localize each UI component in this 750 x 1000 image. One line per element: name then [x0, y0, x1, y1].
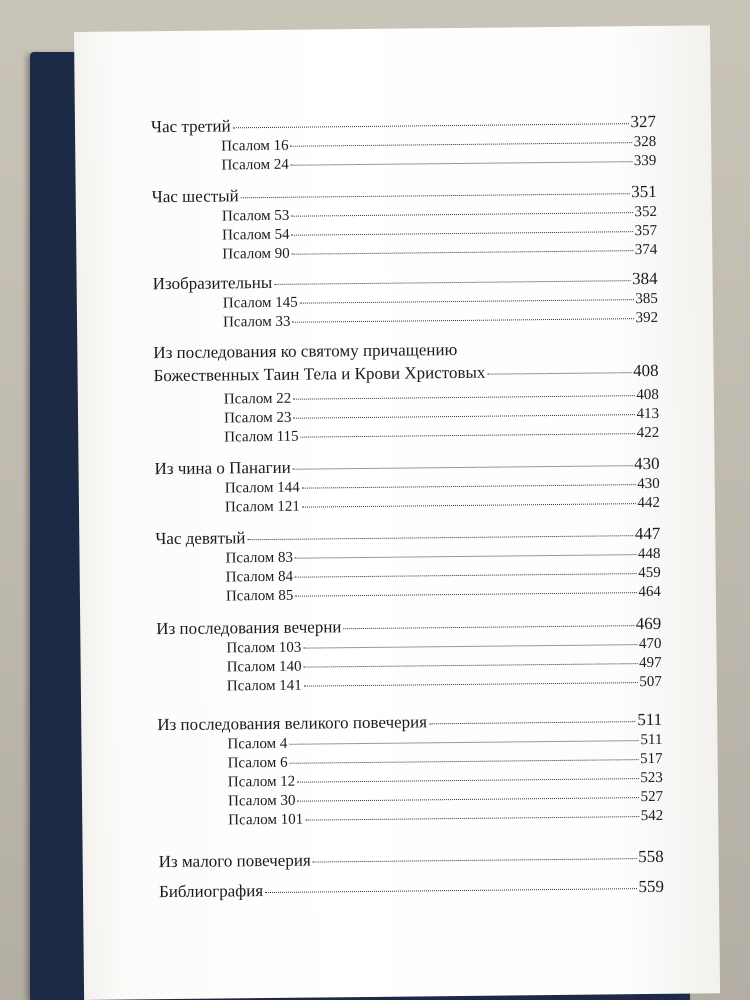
dot-leader	[291, 212, 632, 217]
toc-page-number: 507	[639, 673, 662, 691]
toc-entry-label: Псалом 30	[227, 792, 296, 810]
toc-entry-label: Час третий	[150, 116, 231, 137]
toc-subentry	[155, 495, 660, 517]
dot-leader	[305, 816, 639, 820]
toc-entry-label: Псалом 54	[222, 226, 290, 244]
toc-entry	[153, 269, 658, 294]
toc-page-number: 327	[630, 111, 657, 132]
toc-page-number: 459	[638, 564, 661, 582]
toc-entry-label: Из малого повечерия	[158, 850, 311, 872]
toc-subentry	[154, 425, 659, 447]
toc-page-number: 357	[634, 222, 658, 240]
toc-entry-label: Псалом 33	[222, 313, 291, 331]
dot-leader	[274, 280, 630, 285]
toc-entry-label: Изобразительны	[152, 272, 273, 294]
toc-entry	[153, 338, 658, 386]
dot-leader	[290, 759, 639, 764]
toc-entry-label: Псалом 85	[225, 587, 294, 605]
dot-leader	[289, 740, 638, 745]
toc-entry-label: Псалом 4	[227, 735, 288, 753]
dot-leader	[313, 858, 636, 862]
toc-page-number: 384	[632, 268, 658, 289]
toc-page-number: 447	[634, 523, 661, 544]
toc-subentry	[151, 153, 656, 175]
toc-entry	[159, 847, 664, 872]
dot-leader	[302, 484, 636, 488]
dot-leader	[241, 193, 630, 198]
dot-leader	[297, 797, 638, 802]
toc-page-number: 497	[639, 654, 662, 672]
toc-entry-label: Псалом 22	[223, 390, 292, 408]
toc-entry-label: Псалом 24	[221, 156, 289, 174]
dot-leader	[343, 625, 633, 629]
toc-entry	[152, 182, 657, 207]
dot-leader	[247, 535, 632, 540]
toc-entry-label: Псалом 140	[226, 658, 302, 676]
dot-leader	[292, 231, 633, 236]
toc-page-number: 527	[640, 788, 664, 806]
table-of-contents	[151, 112, 665, 947]
toc-entry-label: Час девятый	[155, 528, 246, 549]
toc-page-number: 374	[634, 241, 658, 259]
toc-entry	[155, 524, 660, 549]
dot-leader	[291, 161, 632, 166]
toc-entry-label-line1: Из последования ко святому причащению	[153, 340, 458, 363]
toc-entry-label: Псалом 16	[221, 137, 289, 155]
toc-entry-label: Псалом 101	[228, 811, 304, 829]
dot-leader	[292, 318, 633, 323]
toc-page-number: 464	[638, 583, 661, 601]
toc-page-number: 408	[632, 360, 659, 381]
toc-entry	[159, 877, 664, 902]
toc-entry	[154, 454, 659, 479]
toc-page-number: 385	[635, 290, 658, 308]
toc-entry-label: Час шестый	[151, 186, 239, 207]
toc-page-number: 352	[634, 203, 657, 221]
toc-page-number: 422	[636, 424, 660, 442]
toc-entry-label: Псалом 53	[221, 207, 290, 225]
toc-page-number: 470	[638, 635, 662, 653]
toc-entry-label: Псалом 121	[224, 498, 300, 516]
toc-entry	[151, 112, 656, 137]
book-page	[74, 25, 720, 1000]
toc-entry-label: Из чина о Панагии	[154, 457, 291, 479]
dot-leader	[291, 142, 632, 147]
dot-leader	[295, 573, 636, 578]
dot-leader	[293, 395, 634, 400]
toc-page-number: 558	[638, 846, 664, 867]
toc-page-number: 511	[640, 731, 663, 749]
toc-entry-label: Из последования вечерни	[156, 617, 342, 639]
toc-entry-label: Псалом 12	[227, 773, 296, 791]
dot-leader	[487, 372, 631, 375]
toc-entry-label: Псалом 144	[224, 479, 300, 497]
dot-leader	[293, 465, 632, 470]
toc-page-number: 408	[636, 386, 659, 404]
toc-subentry	[152, 242, 657, 264]
toc-page-number: 523	[640, 769, 663, 787]
toc-entry	[157, 710, 662, 735]
dot-leader	[429, 721, 635, 724]
toc-page-number: 442	[637, 494, 661, 512]
dot-leader	[292, 250, 633, 255]
toc-entry-label: Псалом 141	[226, 677, 302, 695]
toc-entry-label: Псалом 90	[222, 245, 290, 263]
dot-leader	[303, 644, 637, 648]
toc-page-number: 542	[640, 807, 664, 825]
toc-page-number: 511	[637, 709, 663, 730]
toc-page-number: 339	[633, 152, 657, 170]
dot-leader	[300, 299, 634, 303]
toc-page-number: 517	[640, 750, 663, 768]
dot-leader	[295, 592, 636, 597]
toc-page-number: 448	[637, 545, 661, 563]
toc-entry-label: Псалом 6	[227, 754, 288, 772]
toc-page-number: 392	[635, 309, 659, 327]
toc-entry-label: Псалом 83	[225, 549, 294, 567]
toc-entry-label: Библиография	[158, 881, 264, 902]
toc-subentry	[153, 310, 658, 332]
dot-leader	[301, 433, 635, 437]
dot-leader	[295, 554, 636, 559]
toc-page-number: 430	[637, 475, 660, 493]
toc-entry-label: Псалом 115	[224, 428, 299, 446]
toc-page-number: 351	[631, 181, 657, 202]
toc-entry-label: Псалом 145	[222, 294, 298, 312]
toc-subentry	[158, 808, 663, 830]
toc-entry-label: Из последования великого повечерия	[157, 712, 428, 735]
toc-entry-label-line2: Божественных Таин Тела и Крови Христовых	[153, 362, 486, 386]
dot-leader	[233, 123, 629, 128]
toc-page-number: 559	[638, 876, 665, 897]
dot-leader	[265, 888, 636, 893]
toc-page-number: 413	[636, 405, 660, 423]
toc-page-number: 328	[633, 133, 657, 151]
toc-page-number: 430	[633, 453, 660, 474]
dot-leader	[304, 663, 638, 667]
dot-leader	[304, 682, 638, 686]
dot-leader	[302, 503, 636, 507]
toc-subentry	[157, 674, 662, 696]
toc-subentry	[156, 584, 661, 606]
toc-entry-label: Псалом 103	[226, 639, 302, 657]
toc-entry	[156, 614, 661, 639]
dot-leader	[297, 778, 638, 783]
toc-page-number: 469	[635, 613, 662, 634]
toc-entry-label: Псалом 23	[223, 409, 292, 427]
dot-leader	[293, 414, 634, 419]
toc-entry-label: Псалом 84	[225, 568, 294, 586]
